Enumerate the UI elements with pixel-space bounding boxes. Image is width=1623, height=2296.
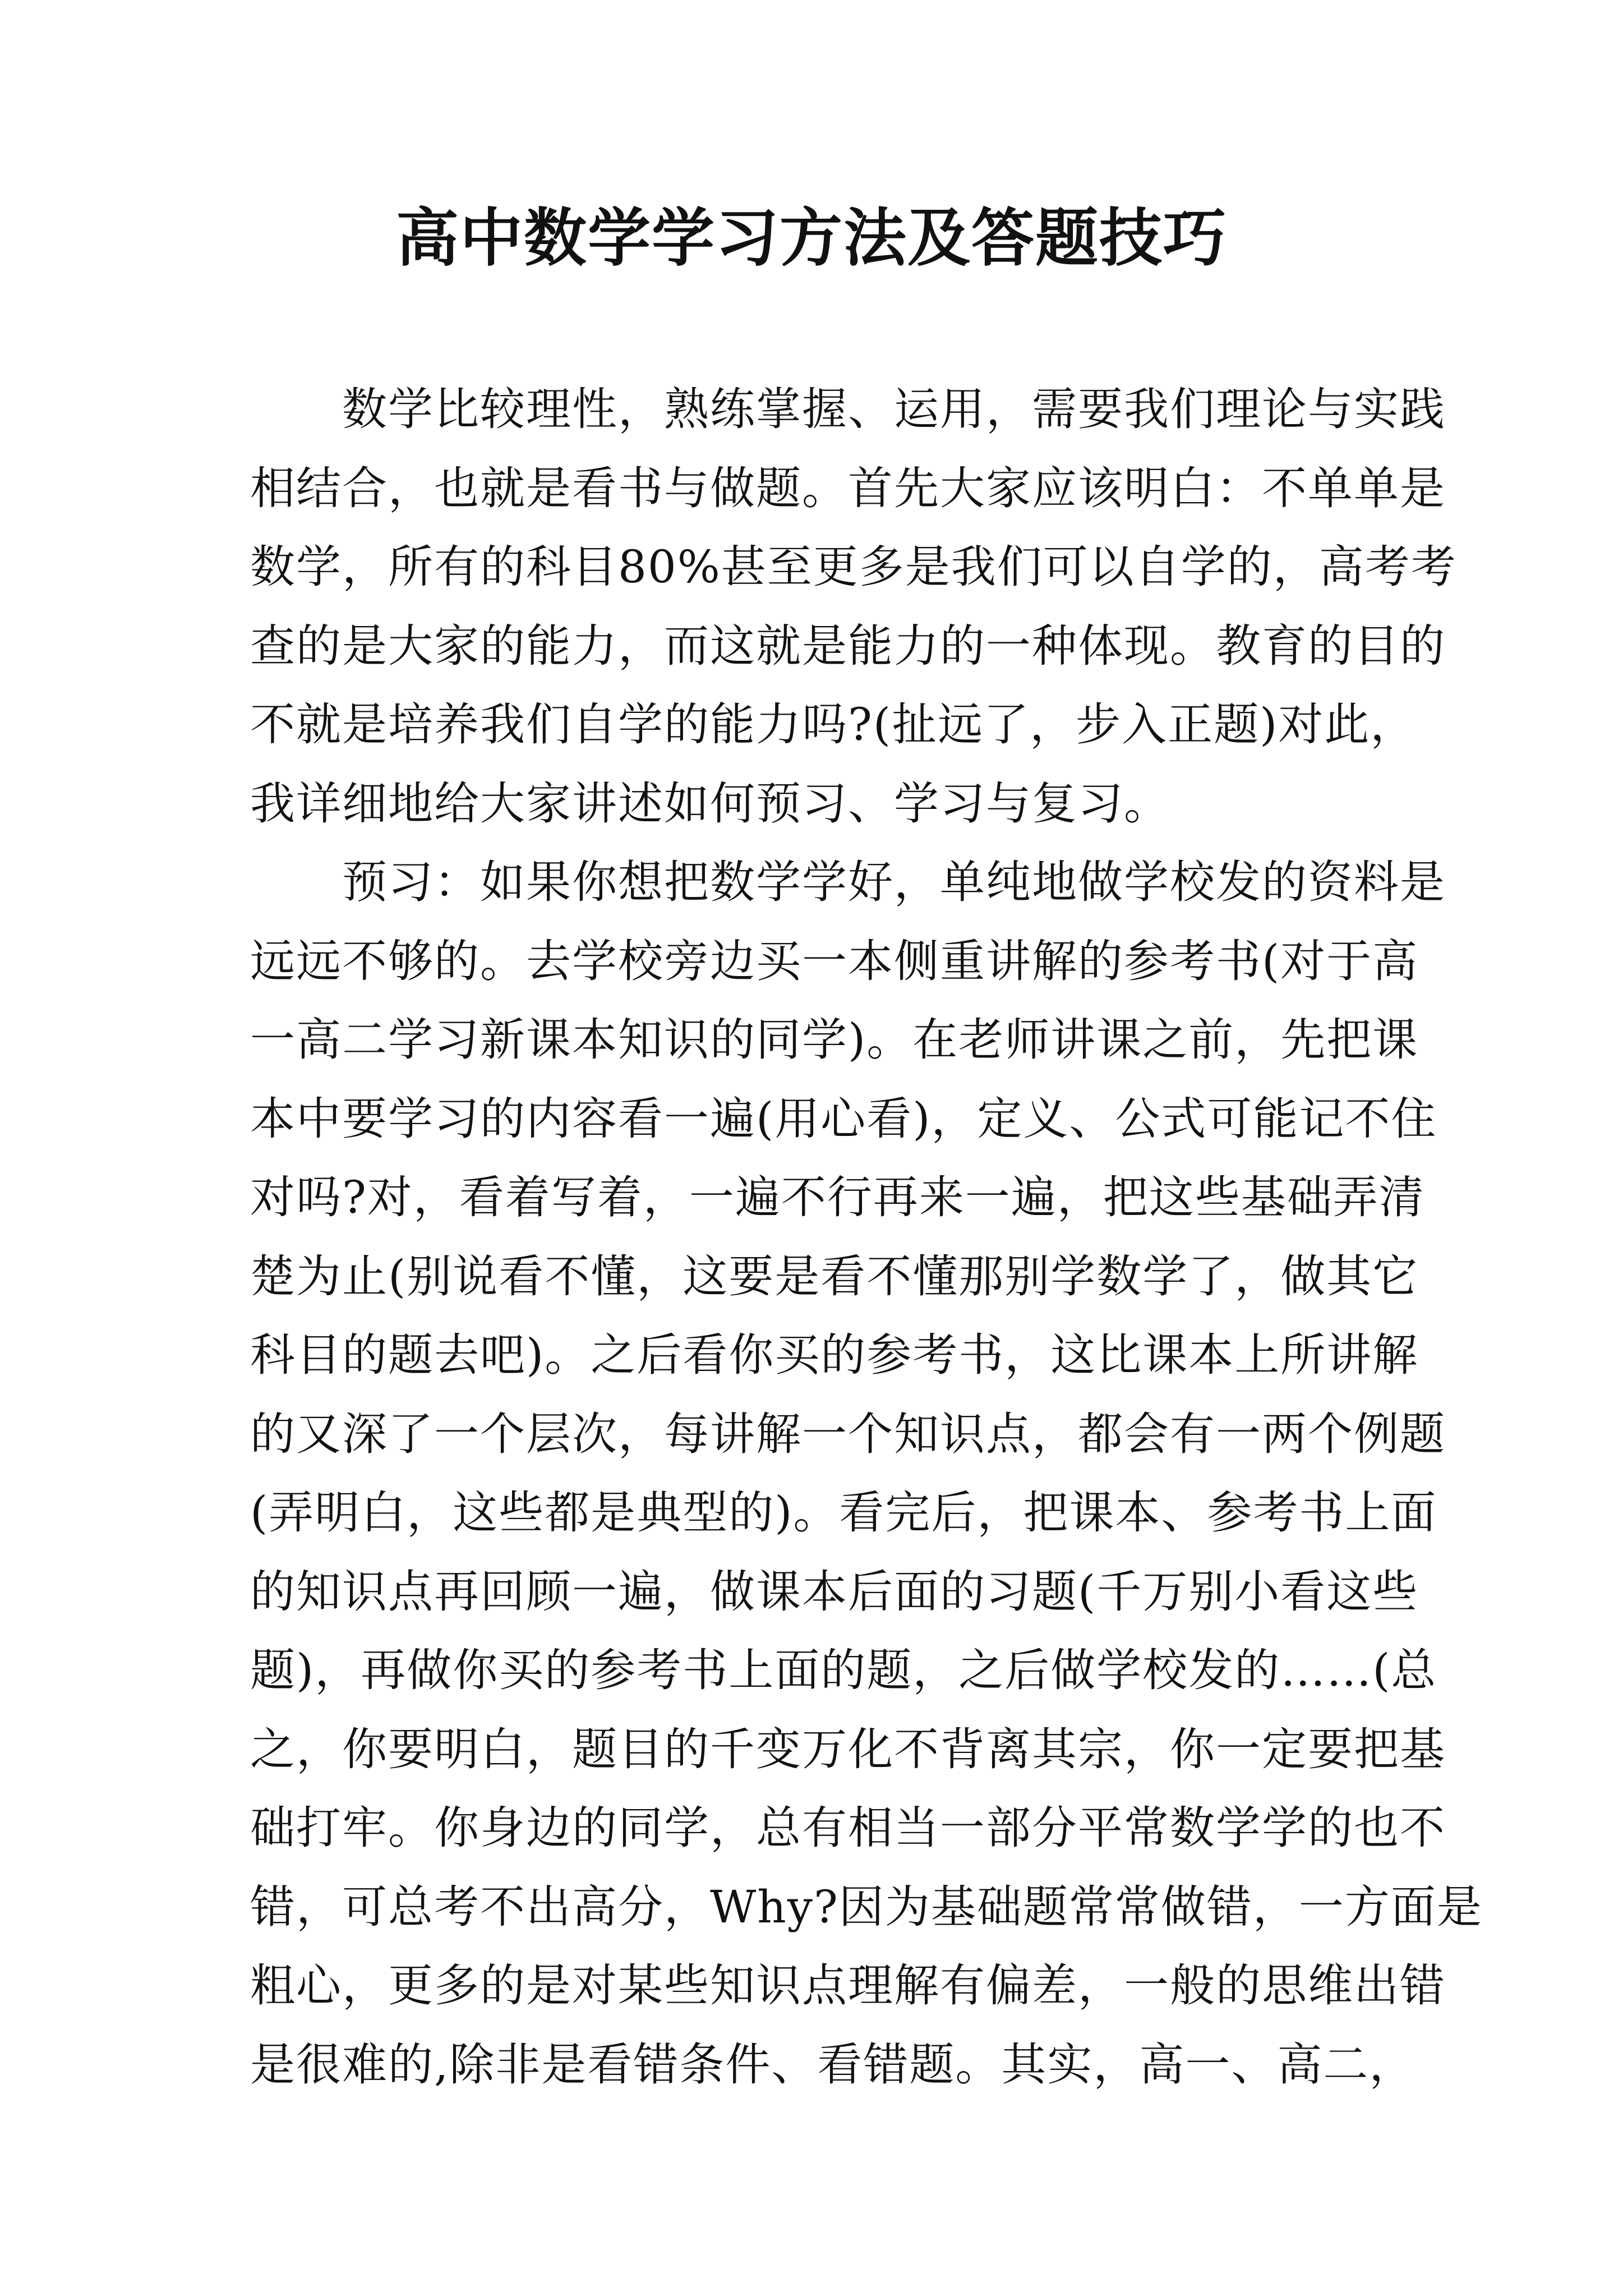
text-line: 一高二学习新课本知识的同学)。在老师讲课之前，先把课 (250, 1014, 1419, 1066)
text-line: 科目的题去吧)。之后看你买的参考书，这比课本上所讲解 (250, 1329, 1419, 1381)
text-line: 我详细地给大家讲述如何预习、学习与复习。 (250, 777, 1170, 830)
text-line: 本中要学习的内容看一遍(用心看)，定义、公式可能记不住 (250, 1092, 1437, 1145)
text-line: 的知识点再回顾一遍，做课本后面的习题(千万别小看这些 (250, 1565, 1419, 1618)
text-line: 对吗?对，看着写着，一遍不行再来一遍，把这些基础弄清 (250, 1171, 1425, 1223)
text-line: 预习：如果你想把数学学好，单纯地做学校发的资料是 (250, 856, 1446, 908)
text-line: 错，可总考不出高分，Why?因为基础题常常做错，一方面是 (250, 1880, 1483, 1933)
text-line: 之，你要明白，题目的千变万化不背离其宗，你一定要把基 (250, 1723, 1446, 1775)
text-line: 数学比较理性，熟练掌握、运用，需要我们理论与实践 (250, 383, 1446, 435)
text-line: 查的是大家的能力，而这就是能力的一种体现。教育的目的 (250, 619, 1446, 672)
text-line: 础打牢。你身边的同学，总有相当一部分平常数学学的也不 (250, 1802, 1446, 1854)
text-line: 的又深了一个层次，每讲解一个知识点，都会有一两个例题 (250, 1407, 1446, 1460)
text-line: 不就是培养我们自学的能力吗?(扯远了，步入正题)对此， (250, 698, 1417, 751)
text-line: 远远不够的。去学校旁边买一本侧重讲解的参考书(对于高 (250, 935, 1419, 987)
document-title: 高中数学学习方法及答题技巧 (396, 201, 1227, 275)
document-body (250, 370, 1483, 2104)
text-line: (弄明白，这些都是典型的)。看完后，把课本、参考书上面 (250, 1487, 1437, 1539)
text-line: 是很难的,除非是看错条件、看错题。其实，高一、高二， (250, 2038, 1415, 2091)
text-line: 数学，所有的科目80%甚至更多是我们可以自学的，高考考 (250, 541, 1457, 593)
text-line: 相结合，也就是看书与做题。首先大家应该明白：不单单是 (250, 462, 1446, 514)
text-line: 楚为止(别说看不懂，这要是看不懂那别学数学了，做其它 (250, 1250, 1419, 1303)
text-line: 题)，再做你买的参考书上面的题，之后做学校发的……(总 (250, 1644, 1437, 1696)
text-line: 粗心，更多的是对某些知识点理解有偏差，一般的思维出错 (250, 1959, 1446, 2012)
